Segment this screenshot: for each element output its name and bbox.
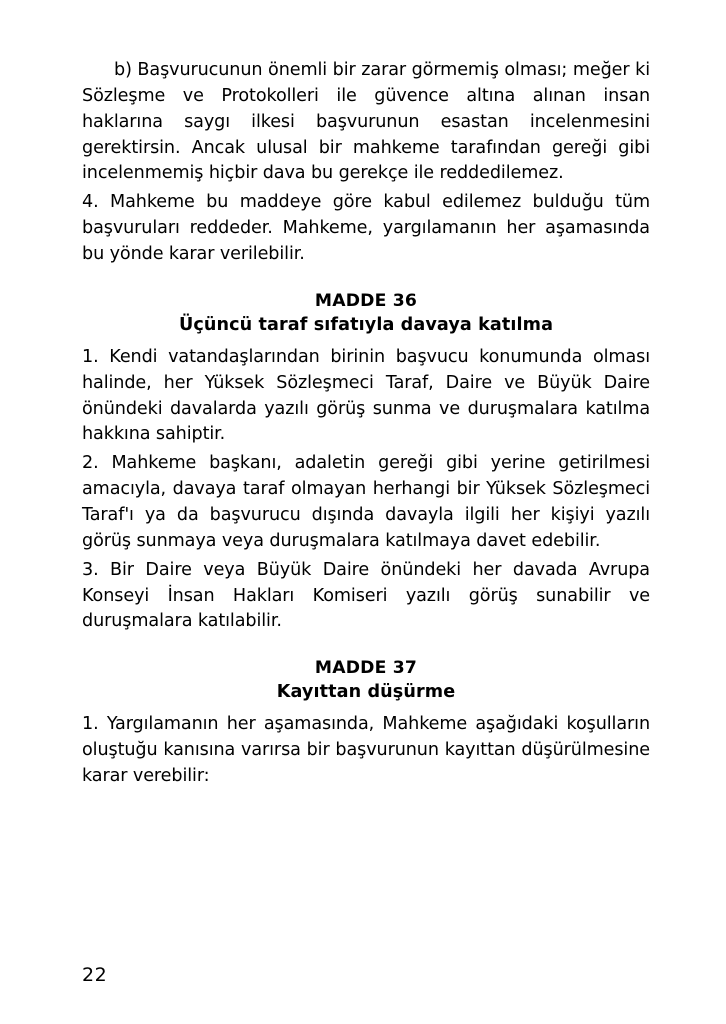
paragraph-m37-1: 1. Yargılamanın her aşamasında, Mahkeme aşağıdaki koşulların oluştuğu kanısına varırsa bir başvurunun kayıttan düşürülmesine karar verebilir: xyxy=(82,714,650,787)
paragraph-item-4: 4. Mahkeme bu maddeye göre kabul edilemez bulduğu tüm başvuruları reddeder. Mahkeme, yargılamanın her aşamasında bu yönde karar verilebilir. xyxy=(82,192,650,265)
paragraph-b: b) Başvurucunun önemli bir zarar görmemiş olması; meğer ki Sözleşme ve Protokolleri ile güvence altına alınan insan haklarına saygı ilkesi başvurunun esastan incelenmesini gerektirsin. Ancak ulusal bir mahkeme tarafından gereği gibi incelenmemiş hiçbir dava bu gerekçe ile reddedilemez. xyxy=(82,60,650,184)
subheading-madde-36-title: Üçüncü taraf sıfatıyla davaya katılma xyxy=(178,314,554,335)
subheading-madde-37-title: Kayıttan düşürme xyxy=(276,682,456,703)
paragraph-m36-3: 3. Bir Daire veya Büyük Daire önündeki her davada Avrupa Konseyi İnsan Hakları Komiseri yazılı görüş sunabilir ve duruşmalara katılabilir. xyxy=(82,559,650,632)
page-content xyxy=(82,58,650,790)
heading-madde-36: MADDE 36 xyxy=(314,290,418,311)
paragraph-m36-1: 1. Kendi vatandaşlarından birinin başvucu konumunda olması halinde, her Yüksek Sözleşmeci Taraf, Daire ve Büyük Daire önündeki davalarda yazılı görüş sunma ve duruşmalara katılma hakkına sahiptir. xyxy=(82,346,650,445)
heading-madde-37: MADDE 37 xyxy=(314,658,418,679)
page-number: 22 xyxy=(82,964,108,986)
paragraph-m36-2: 2. Mahkeme başkanı, adaletin gereği gibi yerine getirilmesi amacıyla, davaya taraf olmayan herhangi bir Yüksek Sözleşmeci Taraf'ı ya da başvurucu dışında davayla ilgili her kişiyi yazılı görüş sunmaya veya duruşmalara katılmaya davet edebilir. xyxy=(82,453,650,551)
